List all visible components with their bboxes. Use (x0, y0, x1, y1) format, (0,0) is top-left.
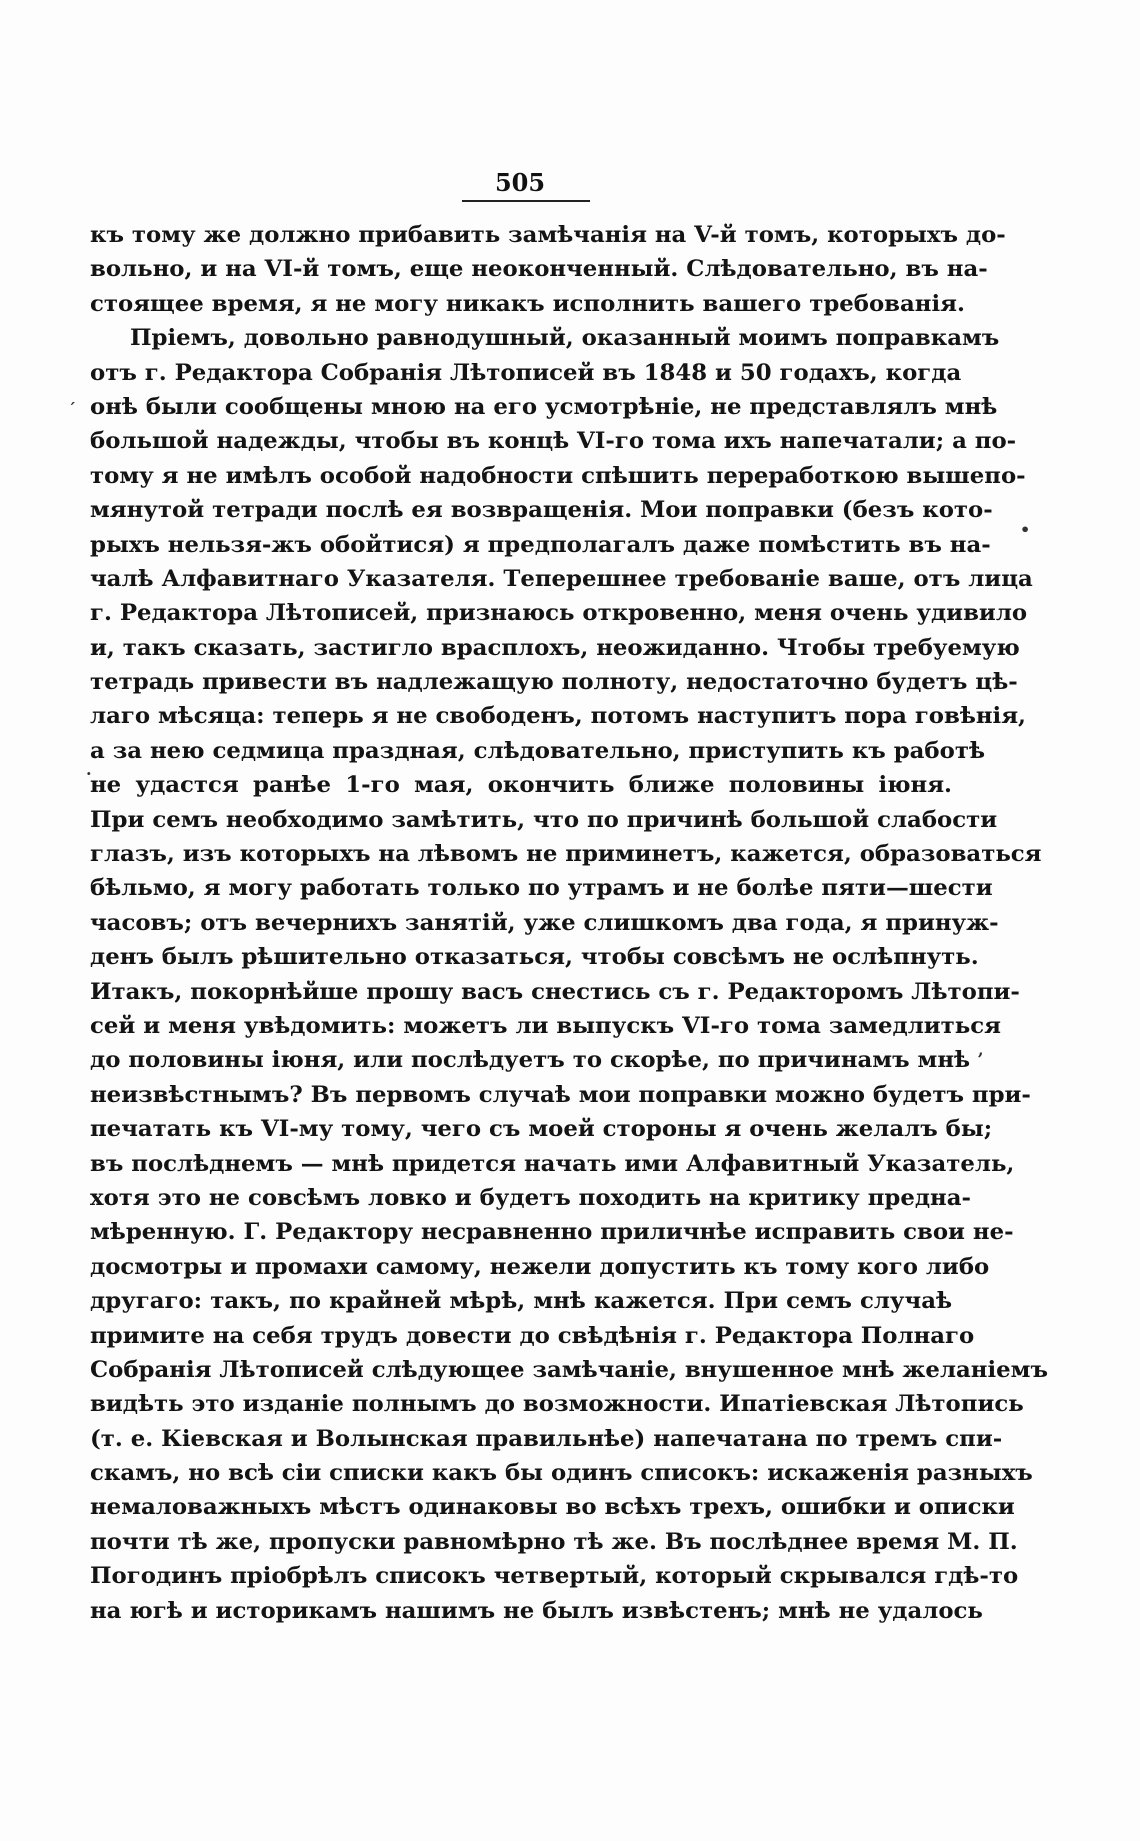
margin-speck: ´ (68, 400, 76, 419)
text-line: сей и меня увѣдомить: можетъ ли выпускъ VI-го тома замедлиться (90, 1012, 1001, 1039)
text-line: другаго: такъ, по крайней мѣрѣ, мнѣ кажется. При семъ случаѣ (90, 1288, 952, 1315)
text-line: глазъ, изъ которыхъ на лѣвомъ не приминетъ, кажется, образоваться (90, 841, 1042, 868)
text-line: большой надежды, чтобы въ концѣ VI-го тома ихъ напечатали; а по- (90, 428, 1017, 455)
text-line: бѣльмо, я могу работать только по утрамъ и не болѣе пяти—шести (90, 875, 993, 902)
header-rule (462, 200, 590, 202)
text-line: Собранія Лѣтописей слѣдующее замѣчаніе, внушенное мнѣ желаніемъ (90, 1356, 1048, 1383)
text-line: на югѣ и историкамъ нашимъ не былъ извѣстенъ; мнѣ не удалось (90, 1597, 983, 1624)
text-line: Пріемъ, довольно равнодушный, оказанный моимъ поправкамъ (130, 325, 1000, 352)
text-line: Погодинъ пріобрѣлъ списокъ четвертый, который скрывался гдѣ-то (90, 1563, 1019, 1590)
text-line: лаго мѣсяца: теперь я не свободенъ, потомъ наступитъ пора говѣнія, (90, 703, 1026, 730)
text-line: Итакъ, покорнѣйше прошу васъ снестись съ г. Редакторомъ Лѣтопи- (90, 978, 1020, 1005)
text-line: не удастся ранѣе 1-го мая, окончить ближе половины іюня. (90, 772, 952, 799)
text-line: г. Редактора Лѣтописей, признаюсь откровенно, меня очень удивило (90, 600, 1028, 627)
text-line: тетрадь привести въ надлежащую полноту, недостаточно будетъ цѣ- (90, 669, 1018, 696)
text-line: хотя это не совсѣмъ ловко и будетъ походить на критику предна- (90, 1184, 971, 1211)
text-line: стоящее время, я не могу никакъ исполнить вашего требованія. (90, 290, 965, 317)
text-line: часовъ; отъ вечернихъ занятій, уже слишкомъ два года, я принуж- (90, 909, 999, 936)
text-line: отъ г. Редактора Собранія Лѣтописей въ 1848 и 50 годахъ, когда (90, 359, 962, 386)
text-line: къ тому же должно прибавить замѣчанія на V-й томъ, которыхъ до- (90, 222, 1006, 248)
text-line: (т. е. Кіевская и Волынская правильнѣе) напечатана по тремъ спи- (90, 1425, 1003, 1452)
text-line: рыхъ нельзя-жъ обойтися) я предполагалъ даже помѣстить въ на- (90, 531, 991, 558)
text-line: тому я не имѣлъ особой надобности спѣшить переработкою вышепо- (90, 462, 1026, 489)
text-line: денъ былъ рѣшительно отказаться, чтобы совсѣмъ не ослѣпнуть. (90, 944, 979, 971)
text-line: мянутой тетради послѣ ея возвращенія. Мои поправки (безъ кото- (90, 497, 993, 524)
text-line: досмотры и промахи самому, нежели допустить къ тому кого либо (90, 1253, 990, 1280)
text-line: почти тѣ же, пропуски равномѣрно тѣ же. Въ послѣднее время М. П. (90, 1528, 1018, 1555)
margin-speck: , (978, 1040, 984, 1059)
text-line: чалѣ Алфавитнаго Указателя. Теперешнее требованіе ваше, отъ лица (90, 565, 1033, 592)
text-line: а за нею седмица праздная, слѣдовательно, приступить къ работѣ (90, 737, 985, 764)
text-line: и, такъ сказать, застигло врасплохъ, неожиданно. Чтобы требуемую (90, 634, 1020, 661)
page-number: 505 (494, 168, 546, 197)
text-line: скамъ, но всѣ сіи списки какъ бы одинъ списокъ: искаженія разныхъ (90, 1460, 1033, 1487)
text-line: неизвѣстнымъ? Въ первомъ случаѣ мои поправки можно будетъ при- (90, 1081, 1031, 1108)
text-line: При семъ необходимо замѣтить, что по причинѣ большой слабости (90, 806, 998, 833)
text-line: до половины іюня, или послѣдуетъ то скорѣе, по причинамъ мнѣ (90, 1047, 971, 1074)
margin-speck: . (86, 760, 92, 779)
body-text (90, 218, 1048, 1628)
margin-speck: • (1020, 520, 1031, 539)
text-line: мѣренную. Г. Редактору несравненно приличнѣе исправить свои не- (90, 1219, 1014, 1246)
text-line: вольно, и на VI-й томъ, еще неоконченный. Слѣдовательно, въ на- (90, 256, 988, 283)
text-line: видѣть это изданіе полнымъ до возможности. Ипатіевская Лѣтопись (90, 1391, 1024, 1418)
text-line: онѣ были сообщены мною на его усмотрѣніе, не представлялъ мнѣ (90, 393, 998, 420)
text-line: немаловажныхъ мѣстъ одинаковы во всѣхъ трехъ, ошибки и описки (90, 1494, 1015, 1521)
text-line: въ послѣднемъ — мнѣ придется начать ими Алфавитный Указатель, (90, 1150, 1015, 1177)
text-line: печатать къ VI-му тому, чего съ моей стороны я очень желалъ бы; (90, 1116, 993, 1143)
text-line: примите на себя трудъ довести до свѣдѣнія г. Редактора Полнаго (90, 1322, 975, 1349)
